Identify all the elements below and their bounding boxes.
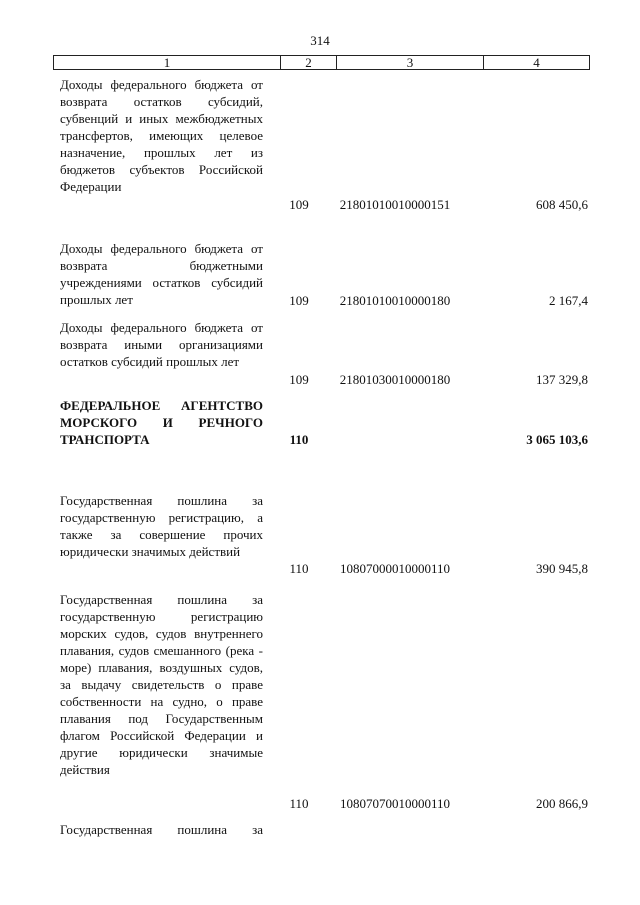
row-amount: 608 450,6 xyxy=(536,197,588,212)
row-admin-code: 109 xyxy=(289,372,309,387)
row-amount: 390 945,8 xyxy=(536,561,588,576)
row-budget-code: 21801030010000180 xyxy=(339,372,451,387)
page-number: 314 xyxy=(310,33,330,48)
row-budget-code: 21801010010000151 xyxy=(339,197,451,212)
row-description: Государственная пошлина за государственную регистрацию морских судов, судов внутреннего плавания, судов смешанного (река - море) плавания, воздушных судов, за выдачу свидетельств о праве собственности на судно, о праве плавания под Государственным флагом Российской Федерации и другие юридически значимые действия xyxy=(60,592,263,777)
row-description: Государственная пошлина за государственную регистрацию, а также за совершение прочих юридически значимых действий xyxy=(60,493,263,559)
row-budget-code: 10807070010000110 xyxy=(339,796,451,811)
column-header-3: 3 xyxy=(337,56,484,69)
row-admin-code: 110 xyxy=(289,796,309,811)
row-amount: 2 167,4 xyxy=(549,293,588,308)
row-description: Доходы федерального бюджета от возврата иными организациями остатков субсидий прошлых лет xyxy=(60,320,263,369)
column-header-2: 2 xyxy=(281,56,337,69)
agency-admin-code: 110 xyxy=(289,432,309,447)
column-header-1: 1 xyxy=(54,56,281,69)
column-header-4: 4 xyxy=(533,55,540,70)
row-admin-code: 110 xyxy=(289,561,309,576)
agency-total-amount: 3 065 103,6 xyxy=(526,432,588,447)
row-description: Доходы федерального бюджета от возврата остатков субсидий, субвенций и иных межбюджетных трансфертов, имеющих целевое назначение, прошлых лет из бюджетов субъектов Российской Федерации xyxy=(60,77,263,194)
row-budget-code: 21801010010000180 xyxy=(339,293,451,308)
row-admin-code: 109 xyxy=(289,197,309,212)
row-amount: 137 329,8 xyxy=(536,372,588,387)
row-description: Доходы федерального бюджета от возврата бюджетными учреждениями остатков субсидий прошлых лет xyxy=(60,241,263,307)
row-budget-code: 10807000010000110 xyxy=(339,561,451,576)
table-header xyxy=(53,55,590,70)
agency-title: ФЕДЕРАЛЬНОЕ АГЕНТСТВО МОРСКОГО И РЕЧНОГО ТРАНСПОРТА xyxy=(60,398,263,447)
row-admin-code: 109 xyxy=(289,293,309,308)
row-amount: 200 866,9 xyxy=(536,796,588,811)
row-description: Государственная пошлина за xyxy=(60,822,263,837)
